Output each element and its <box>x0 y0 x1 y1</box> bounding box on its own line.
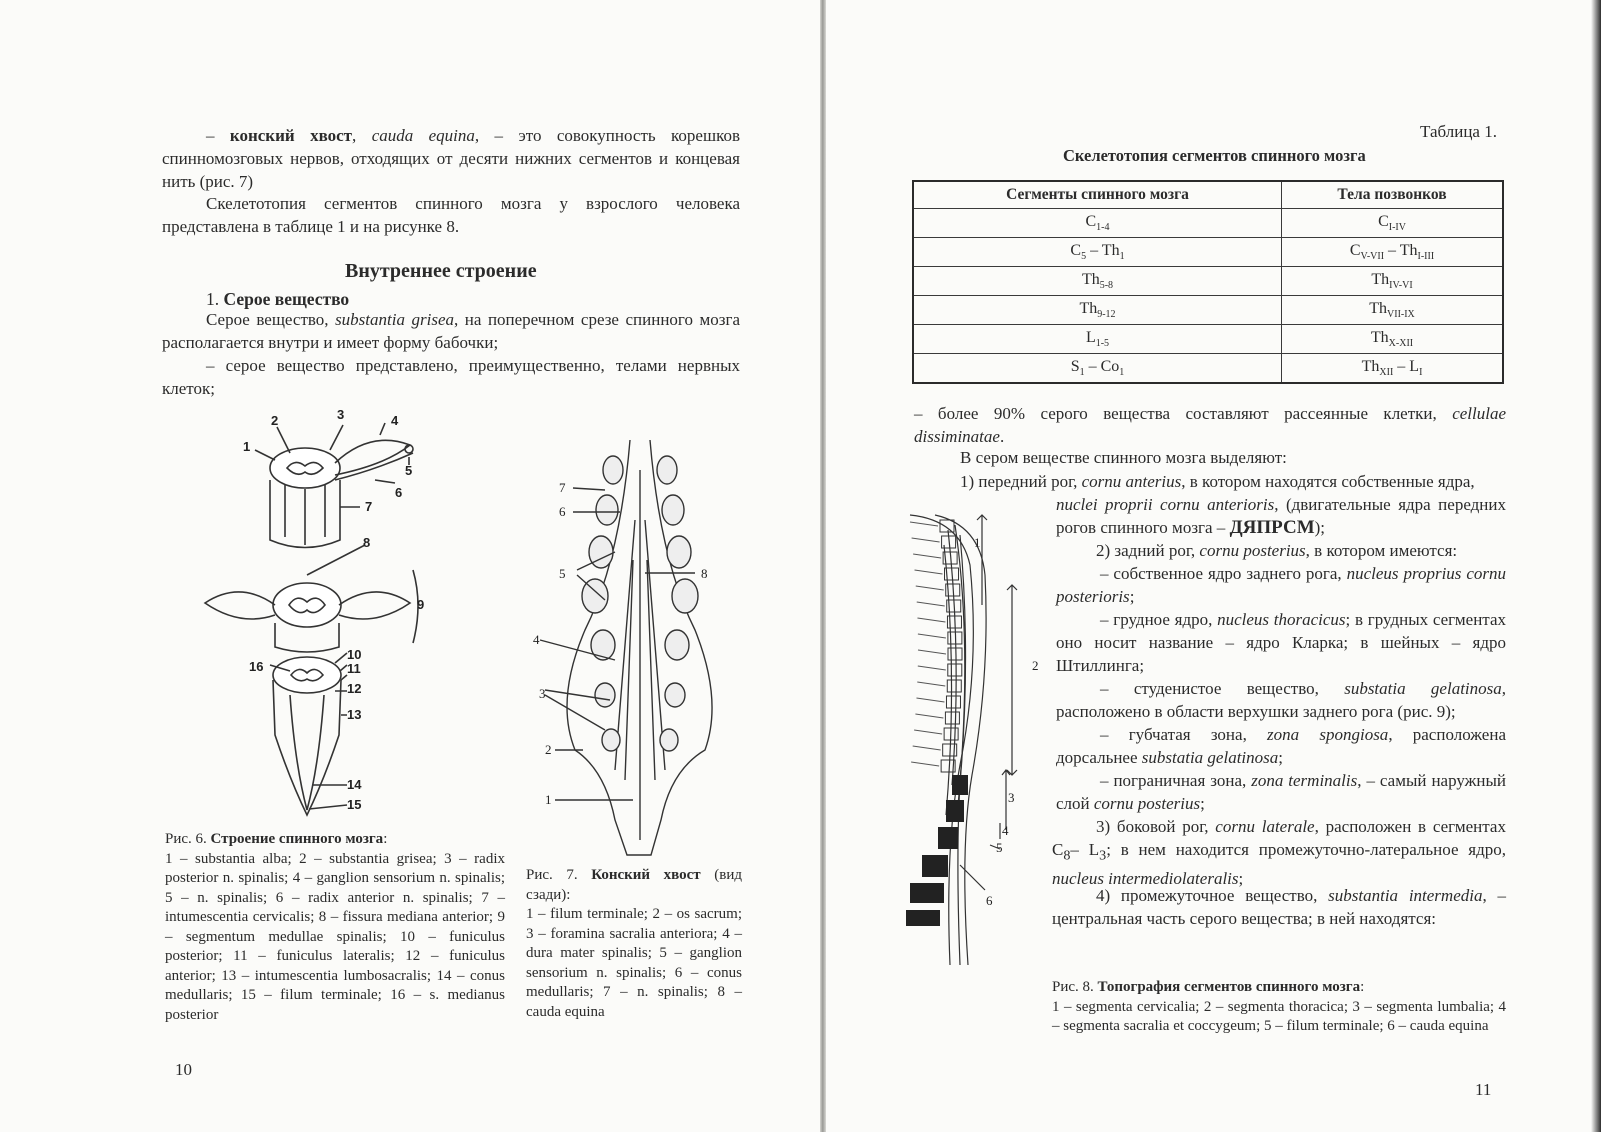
section-heading: Внутреннее строение <box>345 260 537 282</box>
svg-text:6: 6 <box>395 485 403 500</box>
table-row <box>913 354 1503 384</box>
skeletotopy-table <box>912 180 1504 384</box>
table-cell: $Th_{9-12}$ <box>913 296 1282 325</box>
svg-text:8: 8 <box>701 566 708 581</box>
rib-line <box>918 650 946 654</box>
table-cell: $Th_{IV-VI}$ <box>1282 267 1503 296</box>
rib-line <box>916 586 944 590</box>
table-row <box>913 209 1503 238</box>
svg-text:16: 16 <box>249 659 264 674</box>
rib-line <box>917 618 945 622</box>
svg-text:1: 1 <box>974 535 981 550</box>
paragraph-gray-divisions: В сером веществе спинного мозга выделяют: <box>960 448 1287 467</box>
table-row <box>913 296 1503 325</box>
item-intermediate-substance: 4) промежуточное вещество, substantia intermedia, – центральная часть серого вещества; в ней находятся: <box>1052 886 1506 928</box>
svg-text:7: 7 <box>365 499 373 514</box>
vertebra-outline <box>947 680 961 692</box>
svg-text:5: 5 <box>405 463 413 478</box>
svg-text:2: 2 <box>545 742 552 757</box>
svg-text:4: 4 <box>533 632 540 647</box>
rib-line <box>914 730 942 734</box>
rib-line <box>917 682 945 686</box>
svg-text:8: 8 <box>363 535 371 550</box>
item-posterior-horn: 2) задний рог, cornu posterius, в котором имеются: <box>1096 541 1458 560</box>
svg-text:7: 7 <box>559 480 566 495</box>
vertebra-outline <box>940 520 954 532</box>
svg-text:5: 5 <box>559 566 566 581</box>
svg-text:4: 4 <box>391 413 399 428</box>
figure-8-segment-topography <box>900 505 1050 975</box>
svg-text:15: 15 <box>347 797 362 812</box>
table-cell: $Th_{X-XII}$ <box>1282 325 1503 354</box>
rib-line <box>918 666 946 670</box>
paragraph-neuron-bodies: – серое вещество представлено, преимущественно, телами нервных клеток; <box>162 356 740 398</box>
figure-7-cauda-equina <box>533 440 755 860</box>
figure-8-caption: Рис. 8. Топография сегментов спинного мозга: 1 – segmenta cervicalia; 2 – segmenta thoracica; 3 – segmenta lumbalia; 4 – segmenta sacralia et coccygeum; 5 – filum terminale; 6 – cauda equina <box>1052 979 1506 1034</box>
svg-text:3: 3 <box>1008 790 1015 805</box>
vertebra-outline <box>948 664 962 676</box>
table-cell: $C_5 - Th_1$ <box>913 238 1282 267</box>
table-row <box>913 267 1503 296</box>
svg-text:14: 14 <box>347 777 362 792</box>
svg-text:11: 11 <box>347 661 361 676</box>
item-zona-spongiosa: – губчатая зона, zona spongiosa, расположена дорсальнее substatia gelatinosa; <box>1056 725 1506 767</box>
table-title: Скелетотопия сегментов спинного мозга <box>1063 146 1366 165</box>
figure-6-spinal-cord-structure <box>195 405 455 825</box>
svg-text:6: 6 <box>986 893 993 908</box>
paragraph-cellulae: – более 90% серого вещества составляют рассеянные клетки, cellulae dissiminatae. <box>914 404 1506 446</box>
table-row <box>913 238 1503 267</box>
vertebra-outline <box>948 648 962 660</box>
svg-text:3: 3 <box>539 686 546 701</box>
term-cauda: конский хвост <box>229 126 353 145</box>
paragraph-cauda-equina: – конский хвост, cauda equina, – это совокупность корешков спинномозговых нервов, отходящих от десяти нижних сегментов и концевая нить (рис. 7) <box>162 126 740 191</box>
svg-text:1: 1 <box>545 792 552 807</box>
table-header-row <box>913 181 1503 209</box>
table-row <box>913 325 1503 354</box>
rib-line <box>910 522 938 526</box>
svg-text:3: 3 <box>337 407 345 422</box>
table-cell: $S_1 - Co_1$ <box>913 354 1282 384</box>
rib-line <box>918 634 946 638</box>
item-anterior-horn: 1) передний рог, cornu anterius, в котором находятся собственные ядра, <box>960 472 1475 491</box>
figure-6-caption: Рис. 6. Строение спинного мозга: 1 – substantia alba; 2 – substantia grisea; 3 – radix posterior n. spinalis; 4 – ganglion sensorium n. spinalis; 5 – n. spinalis; 6 – radix anterior n. spinalis; 7 – intumescentia cervicalis; 8 – fissura mediana anterior; 9 – segmentum medullae spinalis; 10 – funiculus posterior; 11 – funiculus lateralis; 12 – funiculus anterior; 13 – intumescentia lumbosacralis; 14 – conus medullaris; 15 – filum terminale; 16 – s. medianus posterior <box>165 831 505 1023</box>
svg-text:4: 4 <box>1002 823 1009 838</box>
item-substantia-gelatinosa: – студенистое вещество, substatia gelatinosa, расположено в области верхушки заднего рога (рис. 9); <box>1056 679 1507 721</box>
svg-text:5: 5 <box>996 840 1003 855</box>
subheading-gray-matter: 1. Серое вещество <box>206 289 350 309</box>
table-cell: $Th_{XII} - L_I$ <box>1282 354 1503 384</box>
svg-text:13: 13 <box>347 707 362 722</box>
table-header: Тела позвонков <box>1282 181 1503 209</box>
item-zona-terminalis: – пограничная зона, zona terminalis, – самый наружный слой cornu posterius; <box>1056 771 1507 813</box>
rib-line <box>915 570 943 574</box>
table-cell: $C_{1-4}$ <box>913 209 1282 238</box>
table-label: Таблица 1. <box>1420 122 1497 141</box>
vertebra-outline <box>946 696 960 708</box>
paragraph-skeletotopy: Скелетотопия сегментов спинного мозга у взрослого человека представлена в таблице 1 и на рисунке 8. <box>162 194 740 236</box>
svg-text:2: 2 <box>271 413 279 428</box>
paragraph-gray-matter: Серое вещество, substantia grisea, на поперечном срезе спинного мозга располагается внутри и имеет форму бабочки; <box>162 310 740 352</box>
rib-line <box>912 538 940 542</box>
svg-text:10: 10 <box>347 647 362 662</box>
rib-line <box>917 602 945 606</box>
svg-text:1: 1 <box>243 439 251 454</box>
table-header: Сегменты спинного мозга <box>913 181 1282 209</box>
table-body <box>913 209 1503 384</box>
svg-text:12: 12 <box>347 681 362 696</box>
svg-text:6: 6 <box>559 504 566 519</box>
rib-line <box>915 714 943 718</box>
item-nucleus-proprius: – собственное ядро заднего рога, nucleus proprius cornu posterioris; <box>1056 564 1507 606</box>
item-nucleus-thoracicus: – грудное ядро, nucleus thoracicus; в грудных сегментах оно носит название – ядро Кларка; в шейных – ядро Штиллинга; <box>1056 610 1506 675</box>
vertebra-outline <box>945 712 959 724</box>
svg-text:2: 2 <box>1032 658 1039 673</box>
svg-text:9: 9 <box>417 597 425 612</box>
table-cell: $L_{1-5}$ <box>913 325 1282 354</box>
table-cell: $Th_{5-8}$ <box>913 267 1282 296</box>
rib-line <box>911 762 939 766</box>
table-cell: $C_{I-IV}$ <box>1282 209 1503 238</box>
item-lateral-horn: 3) боковой рог, cornu laterale, расположен в сегментах $C_8-$ $L_3$; в нем находится промежуточно-латеральное ядро, nucleus intermediolateralis; <box>1052 817 1506 889</box>
scan-edge <box>1591 0 1601 1132</box>
item-anterior-horn-cont: nuclei proprii cornu anterioris, (двигательные ядра передних рогов спинного мозга – ДЯПРСМ); <box>1056 495 1506 538</box>
page-number-left: 10 <box>175 1060 192 1079</box>
page-number-right: 11 <box>1475 1080 1492 1099</box>
figure-7-caption: Рис. 7. Конский хвост (вид сзади): 1 – filum terminale; 2 – os sacrum; 3 – foramina sacralia anteriora; 4 – dura mater spinalis; 5 – ganglion sensorium n. spinalis; 6 – conus medullaris; 7 – n. spinalis; 8 – cauda equina <box>526 867 742 1020</box>
rib-line <box>913 554 941 558</box>
rib-line <box>916 698 944 702</box>
table-cell: $Th_{VII-IX}$ <box>1282 296 1503 325</box>
rib-line <box>913 746 941 750</box>
table-cell: $C_{V-VII} - Th_{I-III}$ <box>1282 238 1503 267</box>
